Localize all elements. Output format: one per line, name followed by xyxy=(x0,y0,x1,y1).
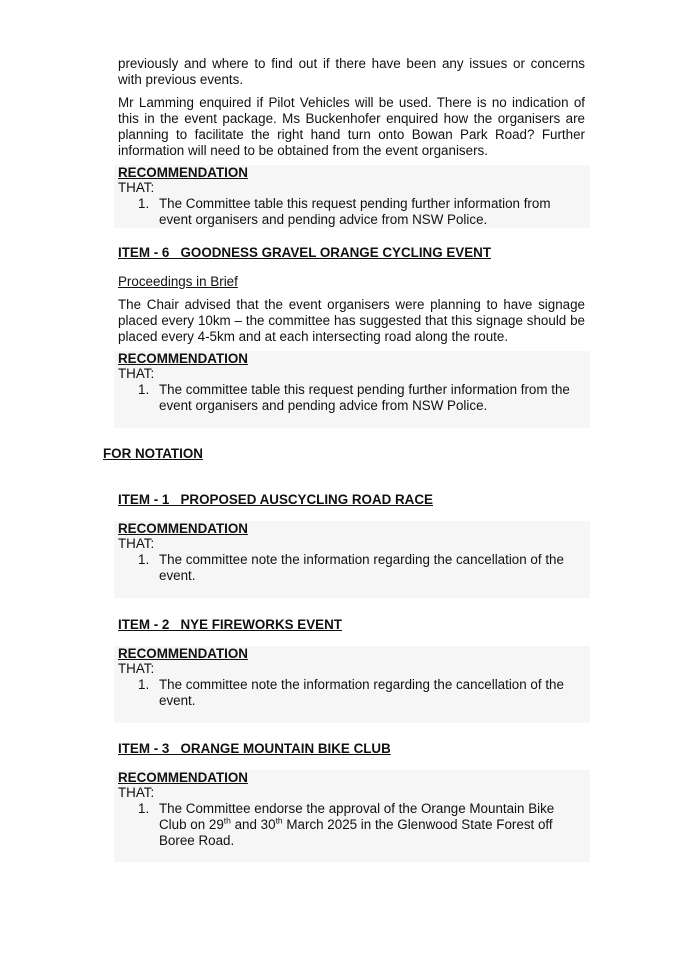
recommendation-title: RECOMMENDATION xyxy=(118,165,248,180)
recommendation-text-part-1: The Committee endorse the approval of the Orange Mountain Bike Club on 29 xyxy=(159,801,555,832)
recommendation-text-part-2: and 30 xyxy=(230,817,276,832)
recommendation-title: RECOMMENDATION xyxy=(118,770,248,785)
recommendation-title: RECOMMENDATION xyxy=(118,351,248,366)
recommendation-that: THAT: xyxy=(118,180,155,195)
item-6-heading: ITEM - 6 GOODNESS GRAVEL ORANGE CYCLING EVENT xyxy=(118,245,491,260)
recommendation-box-3 xyxy=(114,521,590,598)
recommendation-title: RECOMMENDATION xyxy=(118,646,248,661)
notation-item-2-heading: ITEM - 2 NYE FIREWORKS EVENT xyxy=(118,617,342,632)
recommendation-box-2 xyxy=(114,351,590,428)
recommendation-that: THAT: xyxy=(118,536,155,551)
recommendation-text: The Committee table this request pending further information from event organisers and pending advice from NSW Police. xyxy=(159,196,551,227)
recommendation-number: 1. xyxy=(138,677,150,692)
recommendation-title: RECOMMENDATION xyxy=(118,521,248,536)
ordinal-suffix-2: th xyxy=(275,815,283,826)
recommendation-that: THAT: xyxy=(118,366,155,381)
recommendation-text: The committee table this request pending further information from the event organisers and pending advice from NSW Police. xyxy=(159,382,570,413)
recommendation-number: 1. xyxy=(138,382,150,397)
notation-item-3-heading: ITEM - 3 ORANGE MOUNTAIN BIKE CLUB xyxy=(118,741,391,756)
notation-item-1-heading: ITEM - 1 PROPOSED AUSCYCLING ROAD RACE xyxy=(118,492,433,507)
recommendation-box-5 xyxy=(114,770,590,862)
item-6-paragraph: The Chair advised that the event organisers were planning to have signage placed every 10km – the committee has suggested that this signage should be placed every 4-5km and at each intersecting road along the route. xyxy=(118,297,585,344)
recommendation-text: The committee note the information regarding the cancellation of the event. xyxy=(159,552,564,583)
recommendation-text-part-3: March 2025 in the Glenwood State Forest off Boree Road. xyxy=(159,817,553,848)
intro-paragraph-2: Mr Lamming enquired if Pilot Vehicles will be used. There is no indication of this in the event package. Ms Buckenhofer enquired how the organisers are planning to facilitate the right hand turn onto Bowan Park Road? Further information will need to be obtained from the event organisers. xyxy=(118,95,585,158)
recommendation-box-4 xyxy=(114,646,590,723)
for-notation-heading: FOR NOTATION xyxy=(103,446,203,461)
proceedings-in-brief-subheading: Proceedings in Brief xyxy=(118,274,238,289)
ordinal-suffix-1: th xyxy=(223,815,231,826)
recommendation-that: THAT: xyxy=(118,661,155,676)
recommendation-that: THAT: xyxy=(118,785,155,800)
recommendation-number: 1. xyxy=(138,801,150,816)
intro-paragraph-1: previously and where to find out if there have been any issues or concerns with previous events. xyxy=(118,56,585,87)
recommendation-text xyxy=(159,801,585,849)
recommendation-box-1 xyxy=(114,165,590,228)
recommendation-number: 1. xyxy=(138,196,150,211)
recommendation-text: The committee note the information regarding the cancellation of the event. xyxy=(159,677,564,708)
recommendation-number: 1. xyxy=(138,552,150,567)
